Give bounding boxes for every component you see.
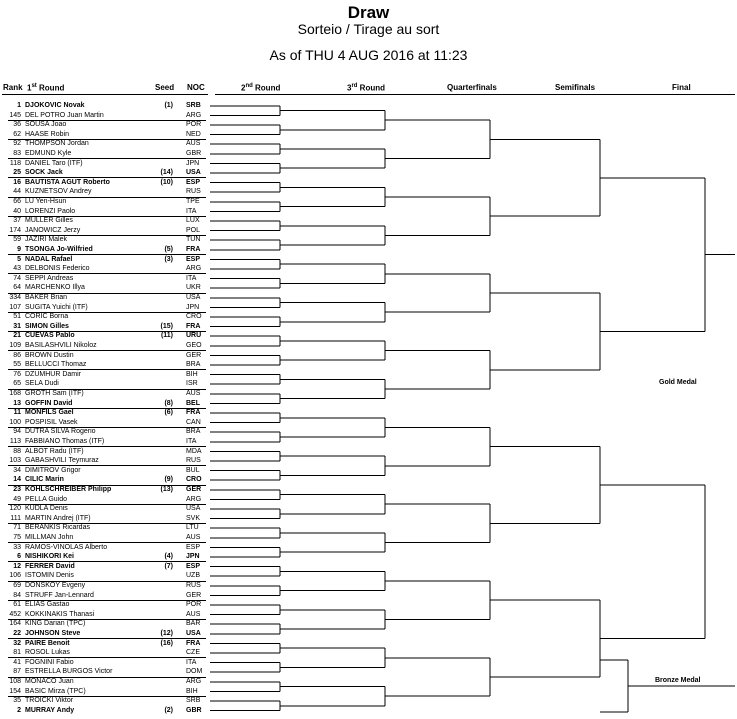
player-seed: (8) (164, 399, 173, 407)
player-name: FABBIANO Thomas (ITF) (25, 438, 105, 445)
player-rank: 35 (13, 697, 21, 705)
player-name: FERRER David (25, 562, 75, 570)
player-noc: JPN (186, 303, 200, 311)
player-noc: ARG (186, 678, 202, 685)
player-noc: CAN (186, 418, 201, 426)
player-noc: ARG (186, 495, 202, 503)
player-name: KUDLA Denis (25, 505, 68, 513)
page-title: Draw (347, 3, 390, 22)
player-name: ISTOMIN Denis (25, 572, 74, 580)
player-noc: ITA (186, 274, 197, 282)
player-rank: 65 (13, 380, 21, 388)
player-rank: 22 (13, 630, 21, 637)
player-noc: AUS (186, 140, 201, 148)
player-seed: (2) (164, 706, 173, 714)
player-noc: GER (186, 351, 202, 359)
player-name: HAASE Robin (25, 130, 69, 138)
player-noc: JPN (186, 159, 200, 167)
player-name: SELA Dudi (25, 380, 59, 388)
player-rank: 100 (9, 418, 21, 426)
player-name: POSPISIL Vasek (25, 418, 78, 426)
player-noc: POL (186, 226, 201, 234)
player-rank: 145 (9, 111, 21, 119)
player-name: TSONGA Jo-Wilfried (25, 246, 93, 253)
player-rank: 452 (9, 610, 21, 618)
player-name: STRUFF Jan-Lennard (25, 591, 94, 599)
player-rank: 92 (13, 140, 21, 148)
player-seed: (4) (164, 553, 173, 561)
player-rank: 23 (13, 486, 21, 493)
player-name: DONSKOY Evgeny (25, 582, 86, 589)
player-seed: (7) (164, 562, 173, 570)
round2-sup: nd (245, 83, 253, 89)
player-rank: 11 (13, 409, 21, 417)
player-name: DUTRA SILVA Rogerio (25, 428, 96, 436)
player-rank: 43 (13, 265, 21, 273)
player-noc: ISR (186, 380, 198, 388)
player-name: JANOWICZ Jerzy (25, 226, 81, 234)
player-rank: 34 (13, 466, 21, 474)
player-noc: FRA (186, 322, 201, 330)
player-rank: 61 (13, 601, 21, 609)
player-rank: 164 (9, 620, 21, 628)
round1-sup: st (31, 83, 37, 89)
player-name: MURRAY Andy (25, 706, 75, 714)
player-rank: 2 (17, 706, 21, 714)
player-noc: BRA (186, 428, 201, 436)
player-rank: 87 (13, 668, 21, 676)
player-name: GROTH Sam (ITF) (25, 390, 84, 397)
player-noc: FRA (186, 639, 201, 647)
player-rank: 21 (13, 332, 21, 340)
player-rank: 6 (17, 553, 21, 561)
player-seed: (6) (164, 409, 173, 417)
round2-num: 2 (241, 83, 246, 93)
player-noc: FRA (186, 246, 201, 253)
player-noc: POR (186, 601, 202, 609)
player-noc: CRO (186, 476, 202, 484)
player-noc: SRB (186, 697, 201, 705)
player-noc: USA (186, 505, 201, 513)
bronze-medal-label: Bronze Medal (655, 677, 701, 684)
player-noc: USA (186, 169, 201, 177)
player-name: KUZNETSOV Andrey (25, 188, 92, 196)
page-subtitle: Sorteio / Tirage au sort (297, 21, 440, 37)
player-rank: 109 (9, 342, 21, 349)
col-header-semifinals: Semifinals (555, 83, 596, 92)
player-name: EDMUND Kyle (25, 150, 72, 157)
player-rank: 16 (13, 178, 21, 186)
player-name: KOHLSCHREIBER Philipp (25, 486, 112, 493)
player-name: NISHIKORI Kei (25, 553, 75, 561)
player-noc: ARG (186, 111, 202, 119)
player-noc: URU (186, 332, 202, 340)
player-name: BASILASHVILI Nikoloz (25, 342, 97, 349)
player-noc: ESP (186, 178, 201, 186)
player-noc: FRA (186, 409, 201, 417)
player-noc: GEO (186, 342, 202, 349)
player-name: LORENZI Paolo (25, 207, 76, 215)
player-noc: GBR (186, 150, 202, 157)
player-name: PAIRE Benoit (25, 639, 70, 647)
player-noc: DOM (186, 668, 203, 676)
player-seed: (12) (160, 630, 173, 637)
player-name: DJOKOVIC Novak (25, 102, 85, 109)
player-rank: 334 (9, 294, 21, 301)
player-seed: (13) (160, 486, 173, 493)
player-rank: 75 (13, 534, 21, 541)
player-seed: (9) (164, 476, 173, 484)
player-rank: 44 (13, 188, 21, 196)
round3-word: Round (357, 83, 385, 93)
player-name: CILIC Marin (25, 476, 64, 484)
player-rank: 9 (17, 246, 21, 253)
player-rank: 168 (9, 390, 21, 397)
player-noc: LUX (186, 217, 200, 225)
player-rank: 14 (13, 476, 21, 484)
player-rank: 37 (13, 217, 21, 225)
player-seed: (1) (164, 102, 173, 109)
player-rank: 88 (13, 447, 21, 455)
player-seed: (15) (160, 322, 173, 330)
player-rank: 40 (13, 207, 21, 215)
player-noc: CRO (186, 313, 202, 321)
player-rank: 62 (13, 130, 21, 138)
player-name: DIMITROV Grigor (25, 466, 81, 474)
player-name: NADAL Rafael (25, 255, 73, 263)
player-name: ROSOL Lukas (25, 649, 70, 657)
player-rank: 154 (9, 687, 21, 695)
player-name: MULLER Gilles (25, 217, 73, 225)
player-rank: 113 (9, 438, 21, 445)
player-name: MARTIN Andrej (ITF) (25, 514, 91, 522)
player-rank: 59 (13, 236, 21, 244)
player-name: MILLMAN John (25, 534, 74, 541)
player-name: MARCHENKO Illya (25, 284, 85, 292)
player-name: GOFFIN David (25, 399, 73, 407)
player-rank: 25 (13, 169, 21, 177)
player-noc: BUL (186, 466, 200, 474)
player-rank: 32 (13, 639, 21, 647)
round3-num: 3 (347, 83, 352, 93)
player-name: JOHNSON Steve (25, 630, 81, 637)
player-seed: (11) (160, 332, 173, 340)
player-name: MONFILS Gael (25, 409, 74, 417)
player-name: KOKKINAKIS Thanasi (25, 610, 95, 618)
player-rank: 174 (9, 226, 21, 234)
player-noc: RUS (186, 582, 201, 589)
player-seed: (3) (164, 255, 173, 263)
player-noc: GER (186, 591, 202, 599)
player-noc: GER (186, 486, 202, 493)
player-rank: 74 (13, 274, 21, 282)
player-rank: 1 (17, 102, 21, 109)
player-noc: AUS (186, 390, 201, 397)
col-header-seed: Seed (155, 83, 175, 92)
round1-word: Round (36, 83, 65, 93)
player-noc: AUS (186, 610, 201, 618)
player-name: THOMPSON Jordan (25, 140, 89, 148)
player-rank: 13 (13, 399, 21, 407)
player-rank: 55 (13, 361, 21, 369)
round2-word: Round (252, 83, 281, 93)
player-rank: 83 (13, 150, 21, 157)
player-name: SIMON Gilles (25, 322, 69, 330)
player-name: RAMOS-VINOLAS Alberto (25, 543, 108, 551)
player-rank: 103 (9, 457, 21, 465)
player-noc: ITA (186, 207, 197, 215)
player-noc: BRA (186, 361, 201, 369)
player-rank: 49 (13, 495, 21, 503)
player-rank: 64 (13, 284, 21, 292)
player-name: ALBOT Radu (ITF) (25, 447, 84, 455)
player-name: BASIC Mirza (TPC) (25, 687, 86, 695)
player-rank: 36 (13, 121, 21, 129)
player-rank: 118 (9, 159, 21, 167)
player-rank: 33 (13, 543, 21, 551)
player-noc: USA (186, 630, 201, 637)
player-name: BAUTISTA AGUT Roberto (25, 178, 110, 186)
player-rank: 86 (13, 351, 21, 359)
player-noc: BEL (186, 399, 200, 407)
player-noc: MDA (186, 447, 202, 455)
player-name: SOCK Jack (25, 169, 63, 177)
player-noc: SVK (186, 514, 201, 522)
player-noc: POR (186, 121, 202, 129)
player-noc: GBR (186, 706, 202, 714)
col-header-noc: NOC (187, 83, 205, 92)
player-name: PELLA Guido (25, 495, 68, 503)
player-rank: 76 (13, 370, 21, 378)
round1-num: 1 (27, 83, 32, 93)
player-rank: 111 (10, 514, 21, 522)
player-noc: AUS (186, 534, 201, 541)
player-rank: 66 (13, 198, 21, 205)
player-rank: 5 (17, 255, 21, 263)
player-noc: JPN (186, 553, 200, 561)
player-name: CUEVAS Pablo (25, 332, 75, 340)
player-name: KING Darian (TPC) (25, 620, 86, 628)
player-rank: 69 (13, 582, 21, 589)
player-noc: TPE (186, 198, 200, 205)
player-noc: BIH (186, 370, 198, 378)
player-noc: USA (186, 294, 201, 301)
player-name: DZUMHUR Damir (25, 370, 81, 378)
player-noc: UZB (186, 572, 200, 580)
player-name: LU Yen-Hsun (25, 198, 67, 205)
player-noc: ESP (186, 562, 201, 570)
col-header-rank: Rank (3, 83, 23, 92)
player-noc: RUS (186, 188, 201, 196)
player-noc: ESP (186, 255, 201, 263)
player-name: DEL POTRO Juan Martin (25, 111, 104, 119)
player-seed: (10) (160, 178, 173, 186)
player-rank: 106 (9, 572, 21, 580)
player-rank: 31 (13, 322, 21, 330)
player-noc: NED (186, 130, 201, 138)
player-noc: SRB (186, 102, 201, 109)
player-noc: RUS (186, 457, 201, 465)
player-noc: UKR (186, 284, 201, 292)
player-name: ESTRELLA BURGOS Victor (25, 668, 113, 676)
player-rank: 51 (13, 313, 21, 321)
player-noc: ESP (186, 543, 201, 551)
player-name: SUGITA Yuichi (ITF) (25, 303, 88, 311)
player-rank: 81 (13, 649, 21, 657)
player-seed: (16) (160, 639, 173, 647)
player-noc: ARG (186, 265, 202, 273)
player-seed: (5) (164, 246, 173, 253)
player-rank: 108 (9, 678, 21, 685)
col-header-final: Final (672, 83, 691, 92)
player-noc: BAR (186, 620, 201, 628)
player-name: GABASHVILI Teymuraz (25, 457, 99, 465)
player-rank: 84 (13, 591, 21, 599)
player-name: BROWN Dustin (25, 351, 74, 359)
col-header-quarterfinals: Quarterfinals (447, 83, 497, 92)
player-rank: 71 (13, 524, 21, 532)
player-noc: CZE (186, 649, 200, 657)
player-name: ELIAS Gastao (25, 601, 70, 609)
player-name: CORIC Borna (25, 313, 69, 321)
player-name: JAZIRI Malek (25, 236, 68, 244)
player-noc: BIH (186, 687, 198, 695)
player-rank: 41 (13, 658, 21, 666)
player-noc: TUN (186, 236, 201, 244)
player-name: DELBONIS Federico (25, 265, 90, 273)
player-seed: (14) (160, 169, 173, 177)
player-noc: LTU (186, 524, 199, 532)
player-name: TROICKI Viktor (25, 697, 74, 705)
player-rank: 94 (13, 428, 21, 436)
player-noc: ITA (186, 658, 197, 666)
timestamp: As of THU 4 AUG 2016 at 11:23 (269, 47, 468, 63)
player-name: DANIEL Taro (ITF) (25, 159, 83, 167)
player-rank: 107 (9, 303, 21, 311)
player-rank: 120 (9, 505, 21, 513)
player-rank: 12 (13, 562, 21, 570)
player-name: SEPPI Andreas (25, 274, 74, 282)
player-name: FOGNINI Fabio (25, 658, 74, 666)
round3-sup: rd (351, 83, 358, 89)
gold-medal-label: Gold Medal (659, 379, 697, 386)
player-name: BAKER Brian (25, 294, 68, 301)
player-name: BELLUCCI Thomaz (25, 361, 87, 369)
player-name: SOUSA Joao (25, 121, 67, 129)
player-noc: ITA (186, 438, 197, 445)
player-name: BERANKIS Ricardas (25, 524, 90, 532)
player-name: MONACO Juan (25, 678, 74, 685)
